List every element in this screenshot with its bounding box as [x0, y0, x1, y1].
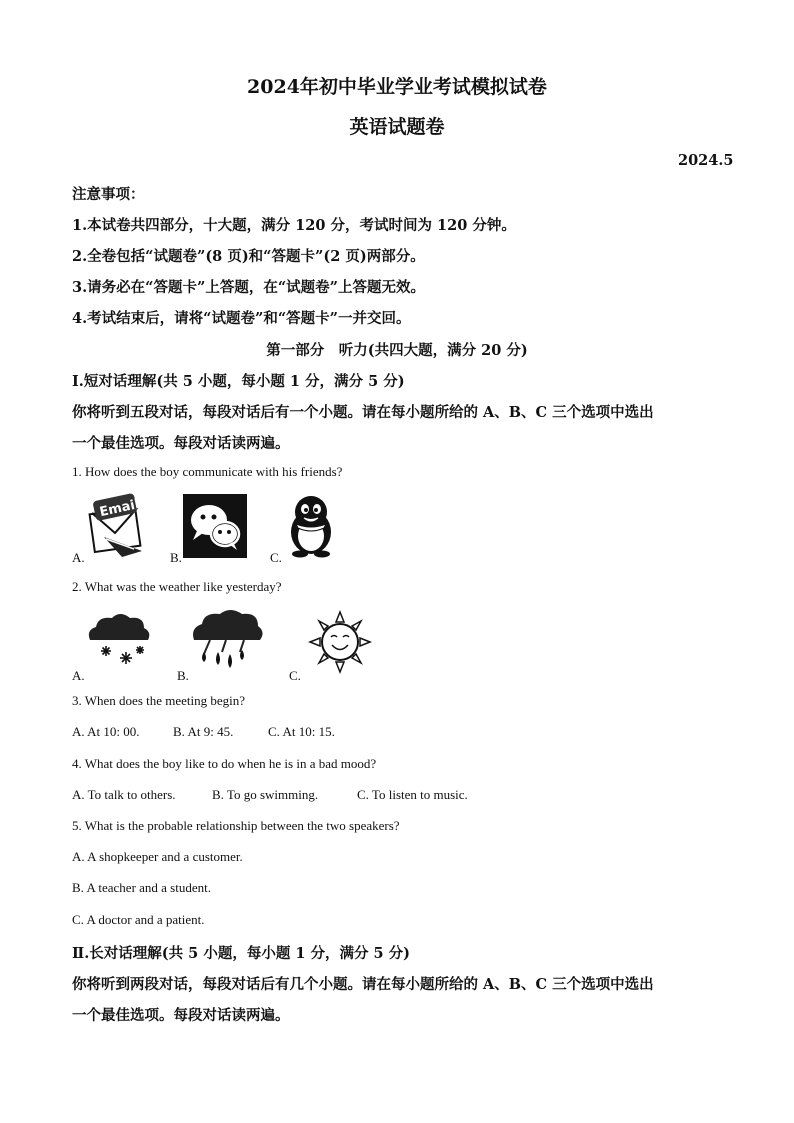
section1-instruction: 你将听到五段对话，每段对话后有一个小题。请在每小题所给的 A、B、C 三个选项中选出: [72, 404, 654, 421]
option-label: A.: [72, 668, 85, 683]
question-4: 4. What does the boy like to do when he is in a bad mood?: [72, 756, 377, 771]
notes-heading: 注意事项：: [72, 186, 145, 203]
qq-penguin-icon: [284, 494, 338, 558]
question-2: 2. What was the weather like yesterday?: [72, 579, 282, 594]
rain-cloud-icon: [190, 610, 266, 670]
option-label: C.: [270, 550, 282, 565]
section2-instruction: 你将听到两段对话，每段对话后有几个小题。请在每小题所给的 A、B、C 三个选项中选出: [72, 976, 654, 993]
option-a: A. A shopkeeper and a customer.: [72, 849, 243, 864]
option-a: A. To talk to others.: [72, 787, 176, 802]
note-item: 3.请务必在“答题卡”上答题，在“试题卷”上答题无效。: [72, 279, 425, 296]
question-1: 1. How does the boy communicate with his friends?: [72, 464, 343, 479]
email-icon: [84, 493, 146, 559]
option-label: A.: [72, 550, 85, 565]
option-b: B. A teacher and a student.: [72, 880, 211, 895]
exam-title: 2024年初中毕业学业考试模拟试卷: [247, 76, 547, 98]
section2-heading: Ⅱ.长对话理解(共 5 小题，每小题 1 分，满分 5 分): [72, 945, 411, 962]
option-c: C. A doctor and a patient.: [72, 912, 205, 927]
snow-cloud-icon: [84, 612, 154, 664]
note-item: 4.考试结束后，请将“试题卷”和“答题卡”一并交回。: [72, 310, 411, 327]
option-label: B.: [177, 668, 189, 683]
option-label: C.: [289, 668, 301, 683]
option-label: B.: [170, 550, 182, 565]
option-b: B. At 9: 45.: [173, 724, 234, 739]
email-icon-label: Email: [98, 497, 141, 521]
question-5: 5. What is the probable relationship between the two speakers?: [72, 818, 400, 833]
option-c: C. At 10: 15.: [268, 724, 335, 739]
note-item: 1.本试卷共四部分，十大题，满分 120 分，考试时间为 120 分钟。: [72, 217, 516, 234]
option-a: A. At 10: 00.: [72, 724, 140, 739]
section1-instruction: 一个最佳选项。每段对话读两遍。: [72, 435, 290, 452]
section2-instruction: 一个最佳选项。每段对话读两遍。: [72, 1007, 290, 1024]
option-c: C. To listen to music.: [357, 787, 468, 802]
option-b: B. To go swimming.: [212, 787, 319, 802]
note-item: 2.全卷包括“试题卷”(8 页)和“答题卡”(2 页)两部分。: [72, 248, 425, 265]
section1-heading: Ⅰ.短对话理解(共 5 小题，每小题 1 分，满分 5 分): [72, 373, 405, 390]
exam-date: 2024.5: [678, 152, 734, 169]
exam-subtitle: 英语试题卷: [349, 116, 445, 138]
part1-heading: 第一部分 听力(共四大题，满分 20 分): [266, 342, 528, 359]
sun-icon: [308, 610, 372, 674]
wechat-icon: [183, 494, 247, 558]
question-3: 3. When does the meeting begin?: [72, 693, 246, 708]
